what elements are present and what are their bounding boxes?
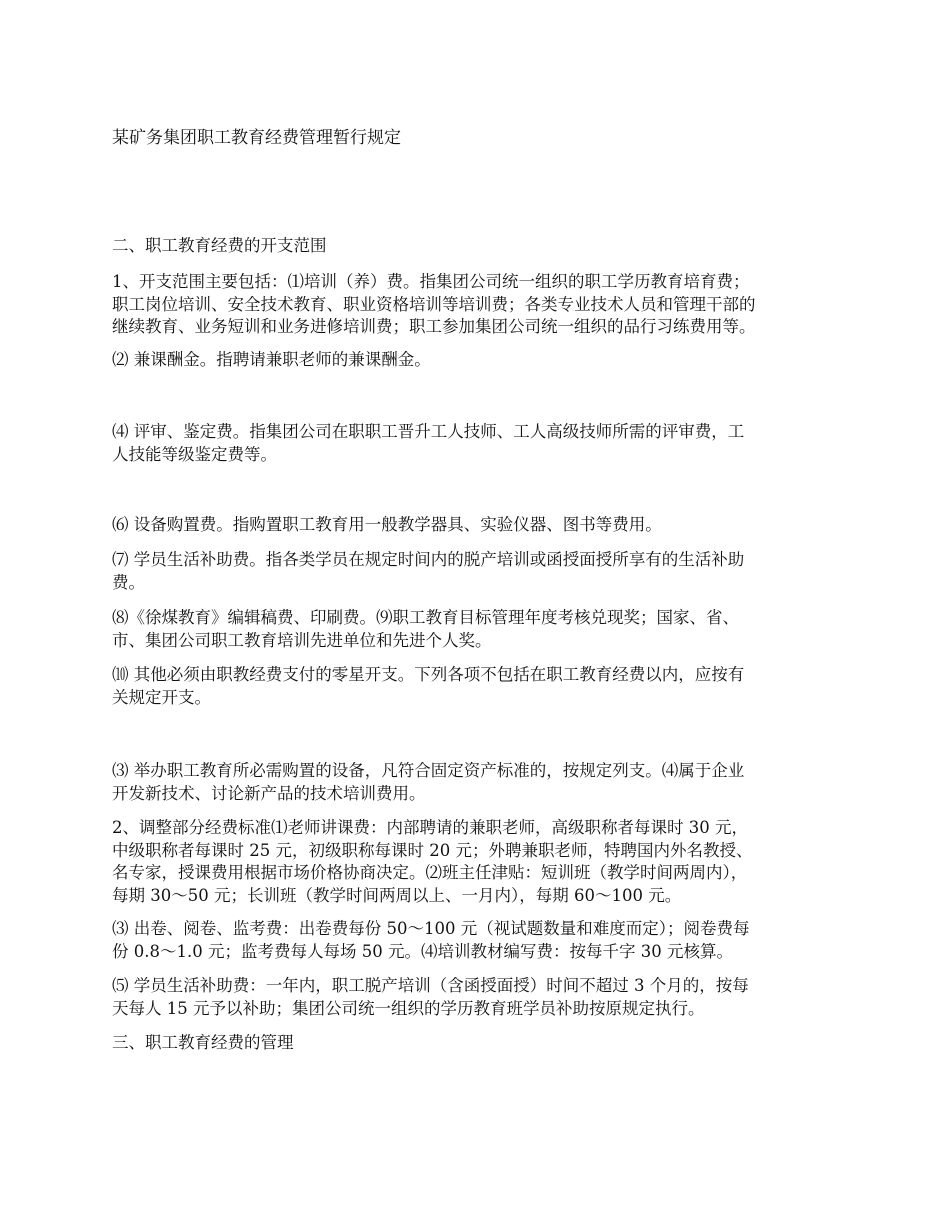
text-line: ⑹ 设备购置费。指购置职工教育用一般教学器具、实验仪器、图书等费用。 (112, 515, 662, 534)
text-line: ⑵ 兼课酬金。指聘请兼职老师的兼课酬金。 (112, 350, 431, 369)
text-line: 中级职称者每课时 25 元，初级职称每课时 20 元；外聘兼职老师，特聘国内外名教授、 (112, 840, 753, 860)
text-line: 人技能等级鉴定费等。 (112, 444, 277, 464)
text-line: 2、调整部分经费标准⑴老师讲课费：内部聘请的兼职老师，高级职称者每课时 30 元， (112, 818, 748, 837)
paragraph-living-subsidy (112, 975, 832, 1020)
text-line: 职工岗位培训、安全技术教育、职业资格培训等培训费；各类专业技术人员和管理干部的 (112, 294, 756, 314)
paragraph-item-4 (112, 421, 832, 466)
text-line: 1、开支范围主要包括：⑴培训（养）费。指集团公司统一组织的职工学历教育培育费； (112, 272, 750, 291)
text-line: ⑽ 其他必须由职教经费支付的零星开支。下列各项不包括在职工教育经费以内，应按有 (112, 665, 745, 684)
text-line: ⑺ 学员生活补助费。指各类学员在规定时间内的脱产培训或函授面授所享有的生活补助 (112, 550, 745, 569)
document-title: 某矿务集团职工教育经费管理暂行规定 (112, 128, 401, 148)
paragraph-item-2 (112, 349, 832, 372)
text-line: ⑻《徐煤教育》编辑稿费、印刷费。⑼职工教育目标管理年度考核兑现奖；国家、省、 (112, 608, 739, 627)
section-heading: 三、职工教育经费的管理 (112, 1033, 294, 1052)
section-heading: 二、职工教育经费的开支范围 (112, 236, 327, 255)
text-line: ⑶ 出卷、阅卷、监考费：出卷费每份 50～100 元（视试题数量和难度而定）；阅卷费每 (112, 919, 750, 938)
text-line: 每期 30～50 元；长训班（教学时间两周以上、一月内），每期 60～100 元。 (112, 885, 682, 905)
text-line: 名专家，授课费用根据市场价格协商决定。⑵班主任津贴：短训班（教学时间两周内）， (112, 863, 748, 882)
text-line: ⑸ 学员生活补助费：一年内，职工脱产培训（含函授面授）时间不超过 3 个月的，按每 (112, 976, 749, 995)
paragraph-scope (112, 271, 832, 339)
paragraph-item-8 (112, 607, 832, 652)
paragraph-item-7 (112, 549, 832, 594)
paragraph-item-10 (112, 664, 832, 709)
text-line: 份 0.8～1.0 元；监考费每人每场 50 元。⑷培训教材编写费：按每千字 30 元核算。 (112, 941, 733, 961)
text-line: 关规定开支。 (112, 687, 211, 707)
text-line: 继续教育、业务短训和业务进修培训费；职工参加集团公司统一组织的品行习练费用等。 (112, 317, 756, 336)
paragraph-adjust-standard (112, 817, 832, 907)
text-line: 开发新技术、讨论新产品的技术培训费用。 (112, 783, 426, 803)
text-line: 市、集团公司职工教育培训先进单位和先进个人奖。 (112, 630, 492, 650)
paragraph-item-6 (112, 514, 832, 537)
paragraph-exam-fees (112, 918, 832, 963)
text-line: ⑶ 举办职工教育所必需购置的设备，凡符合固定资产标准的，按规定列支。⑷属于企业 (112, 761, 745, 780)
text-line: 天每人 15 元予以补助；集团公司统一组织的学历教育班学员补助按原规定执行。 (112, 998, 705, 1018)
text-line: ⑷ 评审、鉴定费。指集团公司在职职工晋升工人技师、工人高级技师所需的评审费，工 (112, 422, 745, 441)
paragraph-exclusion (112, 760, 832, 805)
text-line: 费。 (112, 572, 145, 592)
